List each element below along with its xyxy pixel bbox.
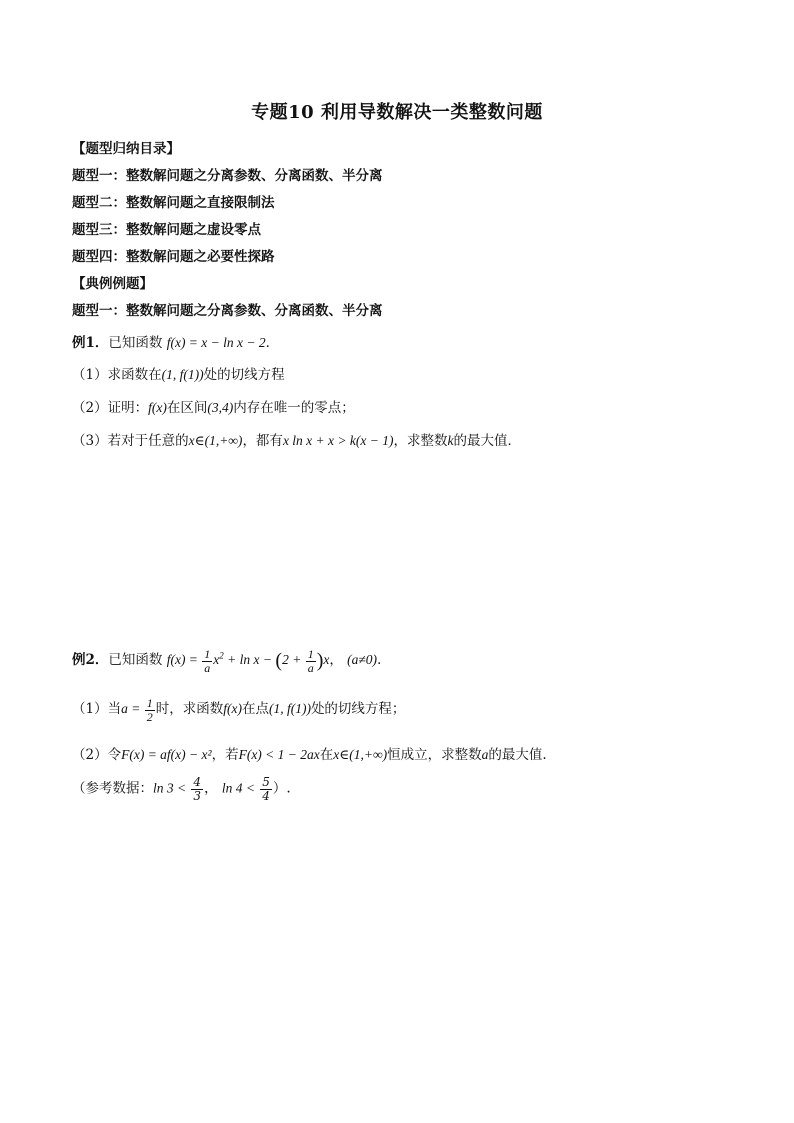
interval: (3,4): [207, 400, 234, 415]
toc-item-1: 题型一：整数解问题之分离参数、分离函数、半分离: [72, 168, 383, 184]
example-1-question-1: （1）求函数在(1, f(1))处的切线方程: [72, 367, 285, 383]
example-2-question-1: （1）当a = $\frac{1}{2}$ 时，求函数f(x)在点(1, f(1))处的切线方程；: [72, 696, 406, 724]
example-1-label: 例1．: [72, 335, 109, 351]
toc-item-3: 题型三：整数解问题之虚设零点: [72, 222, 261, 238]
example-2-label: 例2．: [72, 652, 109, 669]
section-heading-1: 题型一：整数解问题之分离参数、分离函数、半分离: [72, 303, 383, 319]
example-2-statement: 例2．已知函数 f(x) = $\frac{1}{a}$ $x^2 + \ln x - (2$ + $\frac{1}{a}$ )x， (a≠0)．: [72, 647, 391, 675]
example-1-function: f(x) = x − ln x − 2: [166, 335, 266, 350]
example-2-question-2: （2）令F(x) = af(x) − x²，若F(x) < 1 − 2ax在x∈(1,+∞)恒成立，求整数a的最大值.: [72, 747, 547, 763]
examples-header: 【典例例题】: [72, 276, 153, 292]
page-title: 专题10 利用导数解决一类整数问题: [251, 102, 543, 123]
inequality: x ln x + x > k(x − 1): [282, 433, 394, 448]
example-2-reference-data: （参考数据：ln 3 < $\frac{4}{3}$ ， ln 4 < $\frac{5}{4}$ ）.: [72, 775, 291, 803]
example-1-intro: 已知函数: [108, 335, 163, 351]
tangent-point: (1, f(1)): [161, 367, 204, 382]
example-2-function: f(x) = $\frac{1}{a}$ $x^2 + \ln x - (2$ + $\frac{1}{a}$ )x: [166, 647, 330, 675]
example-1-question-2: （2）证明：f(x)在区间(3,4)内存在唯一的零点；: [72, 400, 355, 416]
toc-header: 【题型归纳目录】: [72, 141, 180, 157]
example-1-question-3: （3）若对于任意的x∈(1,+∞)，都有x ln x + x > k(x − 1)，求整数k的最大值．: [72, 433, 521, 449]
example-1-statement: 例1．已知函数 f(x) = x − ln x − 2．: [72, 335, 280, 351]
toc-item-2: 题型二：整数解问题之直接限制法: [72, 195, 275, 211]
condition: (a≠0): [347, 652, 378, 668]
toc-item-4: 题型四：整数解问题之必要性探路: [72, 249, 275, 265]
